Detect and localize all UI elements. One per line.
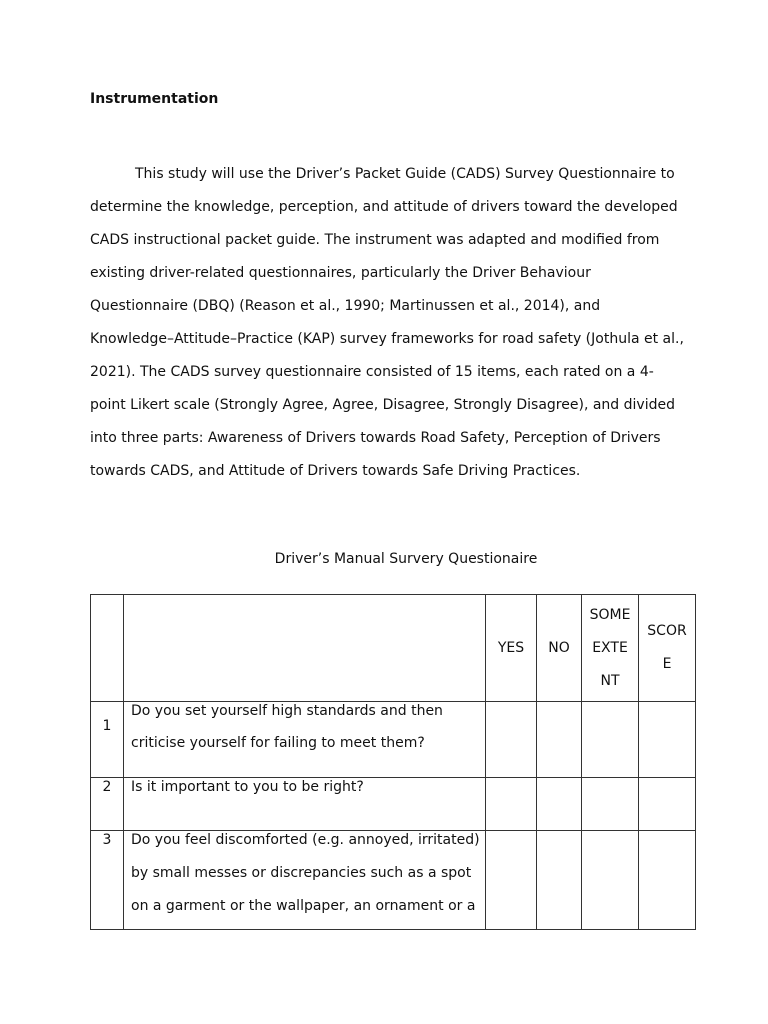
yes-answer-cell[interactable] xyxy=(486,702,537,778)
paragraph-line: towards CADS, and Attitude of Drivers towards Safe Driving Practices. xyxy=(90,463,581,479)
header-score-cell xyxy=(639,595,696,702)
question-text: on a garment or the wallpaper, an ornament or a xyxy=(131,898,476,914)
score-cell[interactable] xyxy=(639,831,696,930)
paragraph-line: 2021). The CADS survey questionnaire consisted of 15 items, each rated on a 4- xyxy=(90,364,654,380)
header-some-extent-label: NT xyxy=(600,672,620,689)
item-number-cell xyxy=(91,702,124,778)
yes-answer-cell[interactable] xyxy=(486,831,537,930)
item-number: 2 xyxy=(102,779,112,795)
table-caption: Driver’s Manual Survery Questionaire xyxy=(274,551,538,567)
paragraph-line: determine the knowledge, perception, and attitude of drivers toward the developed xyxy=(90,199,678,215)
table-row xyxy=(91,778,696,831)
header-some-extent-label: SOME xyxy=(589,606,631,623)
question-text: Is it important to you to be right? xyxy=(131,779,364,795)
header-number-cell xyxy=(91,595,124,702)
yes-answer-cell[interactable] xyxy=(486,778,537,831)
section-heading: Instrumentation xyxy=(90,91,219,107)
some-extent-answer-cell[interactable] xyxy=(582,702,639,778)
table-row xyxy=(91,702,696,778)
score-cell[interactable] xyxy=(639,702,696,778)
paragraph-line: into three parts: Awareness of Drivers towards Road Safety, Perception of Drivers xyxy=(90,430,661,446)
paragraph-line: This study will use the Driver’s Packet Guide (CADS) Survey Questionnaire to xyxy=(135,166,675,182)
header-score-label: SCOR xyxy=(647,623,687,639)
paragraph-line: point Likert scale (Strongly Agree, Agree, Disagree, Strongly Disagree), and divided xyxy=(90,397,675,413)
question-cell xyxy=(124,702,486,778)
table-row xyxy=(91,831,696,930)
item-number-cell xyxy=(91,831,124,930)
header-no-cell xyxy=(537,595,582,702)
paragraph-line: Knowledge–Attitude–Practice (KAP) survey frameworks for road safety (Jothula et al., xyxy=(90,331,684,347)
some-extent-answer-cell[interactable] xyxy=(582,831,639,930)
header-some-extent-label: EXTE xyxy=(592,639,628,656)
header-yes-cell xyxy=(486,595,537,702)
header-some-extent-cell xyxy=(582,595,639,702)
item-number: 3 xyxy=(102,832,112,848)
no-answer-cell[interactable] xyxy=(537,702,582,778)
some-extent-answer-cell[interactable] xyxy=(582,778,639,831)
paragraph-line: Questionnaire (DBQ) (Reason et al., 1990; Martinussen et al., 2014), and xyxy=(90,298,601,314)
header-yes-label: YES xyxy=(497,639,525,656)
paragraph-line: CADS instructional packet guide. The instrument was adapted and modified from xyxy=(90,232,660,248)
survey-table xyxy=(90,594,696,930)
item-number-cell xyxy=(91,778,124,831)
no-answer-cell[interactable] xyxy=(537,778,582,831)
table-header-row xyxy=(91,595,696,702)
item-number: 1 xyxy=(102,718,112,734)
question-text: Do you feel discomforted (e.g. annoyed, irritated) xyxy=(131,832,480,848)
question-text: by small messes or discrepancies such as a spot xyxy=(131,865,472,881)
question-text: Do you set yourself high standards and then xyxy=(131,703,443,719)
header-score-label: E xyxy=(662,656,672,672)
question-cell xyxy=(124,831,486,930)
header-question-cell xyxy=(124,595,486,702)
header-no-label: NO xyxy=(548,639,570,656)
paragraph-line: existing driver-related questionnaires, particularly the Driver Behaviour xyxy=(90,265,591,281)
no-answer-cell[interactable] xyxy=(537,831,582,930)
score-cell[interactable] xyxy=(639,778,696,831)
question-cell xyxy=(124,778,486,831)
question-text: criticise yourself for failing to meet them? xyxy=(131,735,425,751)
